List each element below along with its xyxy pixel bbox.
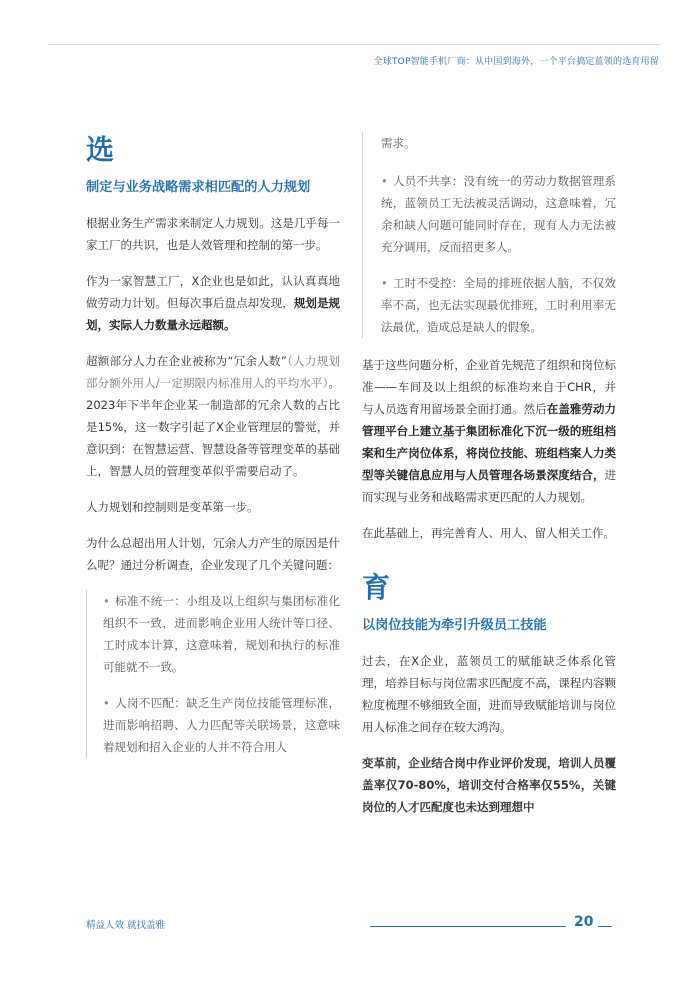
list-item bbox=[103, 590, 340, 678]
footer-slogan: 精益人效 就找盖雅 bbox=[86, 920, 166, 931]
section-heading-char: 选 bbox=[86, 133, 115, 166]
bullet-dot-icon: • bbox=[103, 696, 110, 710]
list-item-text: 人岗不匹配：缺乏生产岗位技能管理标准，进而影响招聘、人力匹配等关联场景，这意味着规划和招入企业的人并不符合用人 bbox=[103, 696, 340, 754]
paragraph-text: 。2023年下半年企业某一制造部的冗余人数的占比是15%，这一数字引起了X企业管理层的警觉，并意识到：在智慧运营、智慧设备等管理变革的基础上，智慧人员的管理变革似乎需要启动了。 bbox=[86, 376, 340, 478]
header-tagline: 全球TOP智能手机厂商：从中国到海外，一个平台搞定蓝领的选育用留 bbox=[373, 57, 659, 67]
paragraph-emphasis: 规划是规划，实际人力数量永远超额。 bbox=[86, 296, 341, 332]
list-item bbox=[103, 692, 340, 758]
paragraph bbox=[86, 350, 340, 482]
list-item-text: 人员不共享：没有统一的劳动力数据管理系统，蓝领员工无法被灵活调动，这意味着，冗余和缺人问题可能同时存在，现有人力无法被充分调用，反而招更多人。 bbox=[381, 174, 616, 254]
section-subtitle: 制定与业务战略需求相匹配的人力规划 bbox=[86, 180, 311, 195]
paragraph bbox=[86, 270, 340, 336]
paragraph: 过去，在X企业，蓝领员工的赋能缺乏体系化管理，培养目标与岗位需求匹配度不高，课程内容颗粒度梳理不够细致全面，进而导致赋能培训与岗位用人标准之间存在较大鸿沟。 bbox=[362, 654, 616, 734]
left-column bbox=[86, 132, 340, 770]
paragraph bbox=[362, 354, 616, 508]
section-heading-char: 育 bbox=[362, 571, 391, 604]
paragraph-text: 超额部分人力在企业被称为“冗余人数” bbox=[86, 354, 287, 368]
paragraph-text: 基于这些问题分析，企业首先规范了组织和岗位标准——车间及以上组织的标准均来自于CHR，并与人员选育用留场景全面打通。然后 bbox=[362, 358, 616, 416]
bullet-list bbox=[86, 590, 340, 758]
header-divider bbox=[48, 44, 660, 45]
paragraph-emphasis: 变革前，企业结合岗中作业评价发现，培训人员覆盖率仅70-80%，培训交付合格率仅55%，关键岗位的人才匹配度也未达到理想中 bbox=[362, 756, 616, 814]
paragraph-note: （人力规划部分额外用人/一定期限内标准用人的平均水平） bbox=[86, 354, 341, 390]
footer-dash bbox=[598, 926, 612, 927]
list-continuation: 需求。 bbox=[381, 136, 416, 150]
list-item bbox=[381, 170, 616, 258]
bullet-dot-icon: • bbox=[381, 174, 388, 188]
page-number: 20 bbox=[574, 914, 594, 930]
paragraph-emphasis: 在盖雅劳动力管理平台上建立基于集团标准化下沉一级的班组档案和生产岗位体系，将岗位技能、班组档案人力类型等关键信息应用与人员管理各场景深度结合， bbox=[362, 402, 617, 482]
list-item bbox=[381, 272, 616, 338]
paragraph: 在此基础上，再完善育人、用人、留人相关工作。 bbox=[362, 526, 615, 540]
paragraph-text: 进而实现与业务和战略需求更匹配的人力规划。 bbox=[362, 468, 616, 504]
paragraph: 根据业务生产需求来制定人力规划。这是几乎每一家工厂的共识，也是人效管理和控制的第一步。 bbox=[86, 216, 340, 252]
section-subtitle: 以岗位技能为牵引升级员工技能 bbox=[362, 618, 547, 633]
bullet-dot-icon: • bbox=[381, 276, 388, 290]
paragraph-text: 作为一家智慧工厂，X企业也是如此，认认真真地做劳动力计划。但每次事后盘点却发现， bbox=[86, 274, 340, 310]
right-column bbox=[362, 132, 616, 832]
bullet-list bbox=[362, 132, 616, 338]
list-item-text: 标准不统一：小组及以上组织与集团标准化组织不一致，进而影响企业用人统计等口径、工时成本计算，这意味着，规划和执行的标准可能就不一致。 bbox=[103, 594, 340, 674]
paragraph: 人力规划和控制则是变革第一步。 bbox=[86, 500, 259, 514]
list-item-text: 工时不受控：全局的排班依据人脑，不仅效率不高，也无法实现最优排班，工时利用率无法最优，造成总是缺人的假象。 bbox=[381, 276, 616, 334]
footer-divider bbox=[370, 926, 566, 927]
bullet-dot-icon: • bbox=[103, 594, 110, 608]
paragraph: 为什么总超出用人计划，冗余人力产生的原因是什么呢？通过分析调查，企业发现了几个关键问题： bbox=[86, 536, 340, 572]
